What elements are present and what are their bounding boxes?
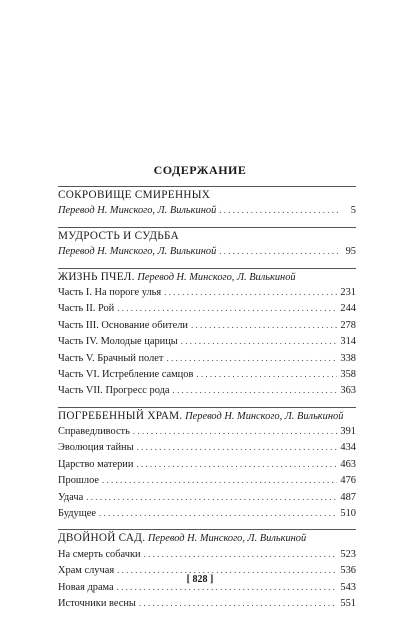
- toc-entry[interactable]: [58, 336, 356, 352]
- toc-entry[interactable]: [58, 442, 356, 458]
- dot-leader: [173, 385, 338, 395]
- page-number: 543: [340, 581, 356, 593]
- dot-leader: [139, 598, 338, 608]
- dot-leader: [136, 459, 337, 469]
- page-title: СОДЕРЖАНИЕ: [153, 163, 247, 177]
- entry-title: Храм случая: [58, 565, 115, 577]
- dot-leader: [133, 426, 338, 436]
- toc-entry[interactable]: [58, 508, 356, 524]
- toc-entry[interactable]: [58, 303, 356, 319]
- toc-entry[interactable]: [58, 426, 356, 442]
- dot-leader: [181, 336, 338, 346]
- translator-credit: Перевод Н. Минского, Л. Вилькиной: [137, 271, 296, 283]
- entry-title: Часть IV. Молодые царицы: [58, 336, 178, 348]
- entry-title: Часть II. Рой: [58, 303, 115, 315]
- dot-leader: [166, 353, 337, 363]
- toc-entry[interactable]: [58, 492, 356, 508]
- dot-leader: [144, 549, 338, 559]
- toc-entry[interactable]: [58, 598, 356, 614]
- page-number: 463: [340, 458, 356, 470]
- toc-section-mudrost: [58, 227, 356, 263]
- toc-entry[interactable]: [58, 459, 356, 475]
- section-heading: ДВОЙНОЙ САД.: [58, 532, 146, 545]
- section-heading: ЖИЗНЬ ПЧЕЛ.: [58, 270, 135, 283]
- entry-title: Новая драма: [58, 581, 114, 593]
- toc-section-sokrovishche: [58, 186, 356, 222]
- toc-entry[interactable]: [58, 369, 356, 385]
- page-number: 523: [340, 548, 356, 560]
- translator-credit: Перевод Н. Минского, Л. Вилькиной: [58, 246, 217, 258]
- entry-title: Удача: [58, 491, 84, 503]
- section-heading: СОКРОВИЩЕ СМИРЕННЫХ: [58, 189, 211, 201]
- toc-entry[interactable]: [58, 205, 356, 221]
- entry-title: Часть V. Брачный полет: [58, 352, 164, 364]
- translator-credit: Перевод Н. Минского, Л. Вилькиной: [185, 410, 344, 422]
- toc-entry[interactable]: [58, 287, 356, 303]
- page-number: 551: [340, 597, 356, 609]
- page-number: 314: [340, 336, 356, 348]
- dot-leader: [164, 287, 337, 297]
- entry-title: Часть VI. Истребление самцов: [58, 368, 194, 380]
- dot-leader: [219, 205, 339, 215]
- entry-title: Царство материи: [58, 458, 134, 470]
- entry-title: Источники весны: [58, 597, 136, 609]
- page-number: 5: [350, 205, 356, 217]
- entry-title: Часть VII. Прогресс рода: [58, 385, 170, 397]
- dot-leader: [99, 508, 337, 518]
- entry-title: Будущее: [58, 508, 96, 520]
- section-heading: ПОГРЕБЕННЫЙ ХРАМ.: [58, 409, 183, 422]
- entry-title: Прошлое: [58, 475, 100, 487]
- entry-title: На смерть собачки: [58, 548, 141, 560]
- page-number: 363: [340, 385, 356, 397]
- toc-section-dvoinoi-sad: [58, 529, 356, 614]
- toc-entry[interactable]: [58, 475, 356, 491]
- toc-section-zhizn-pchel: [58, 268, 356, 402]
- dot-leader: [196, 369, 337, 379]
- dot-leader: [137, 442, 338, 452]
- dot-leader: [117, 303, 337, 313]
- translator-credit: Перевод Н. Минского, Л. Вилькиной: [58, 205, 217, 217]
- dot-leader: [191, 320, 337, 330]
- page-number: 434: [340, 442, 356, 454]
- page-number: 391: [340, 426, 356, 438]
- page-number: 338: [340, 352, 356, 364]
- page-number: 95: [345, 246, 356, 258]
- entry-title: Часть I. На пороге улья: [58, 286, 162, 298]
- page-number: 278: [340, 319, 356, 331]
- section-heading: МУДРОСТЬ И СУДЬБА: [58, 229, 179, 242]
- page-number: 510: [340, 508, 356, 520]
- page-number: 244: [340, 303, 356, 315]
- table-of-contents: [58, 186, 356, 619]
- dot-leader: [102, 475, 337, 485]
- page-number: 487: [340, 491, 356, 503]
- toc-entry[interactable]: [58, 320, 356, 336]
- toc-section-pogrebennyi-khram: [58, 407, 356, 525]
- toc-entry[interactable]: [58, 549, 356, 565]
- entry-title: Эволюция тайны: [58, 442, 134, 454]
- toc-entry[interactable]: [58, 353, 356, 369]
- entry-title: Часть III. Основание обители: [58, 319, 188, 331]
- page-number: 231: [340, 286, 356, 298]
- footer-page-number: [ 828 ]: [186, 574, 214, 585]
- toc-entry[interactable]: [58, 246, 356, 262]
- translator-credit: Перевод Н. Минского, Л. Вилькиной: [147, 533, 307, 545]
- dot-leader: [86, 492, 337, 502]
- page-number: 536: [340, 565, 356, 577]
- page-number: 358: [340, 368, 356, 380]
- page-number: 476: [340, 475, 356, 487]
- dot-leader: [219, 246, 339, 256]
- entry-title: Справедливость: [58, 426, 130, 438]
- toc-entry[interactable]: [58, 385, 356, 401]
